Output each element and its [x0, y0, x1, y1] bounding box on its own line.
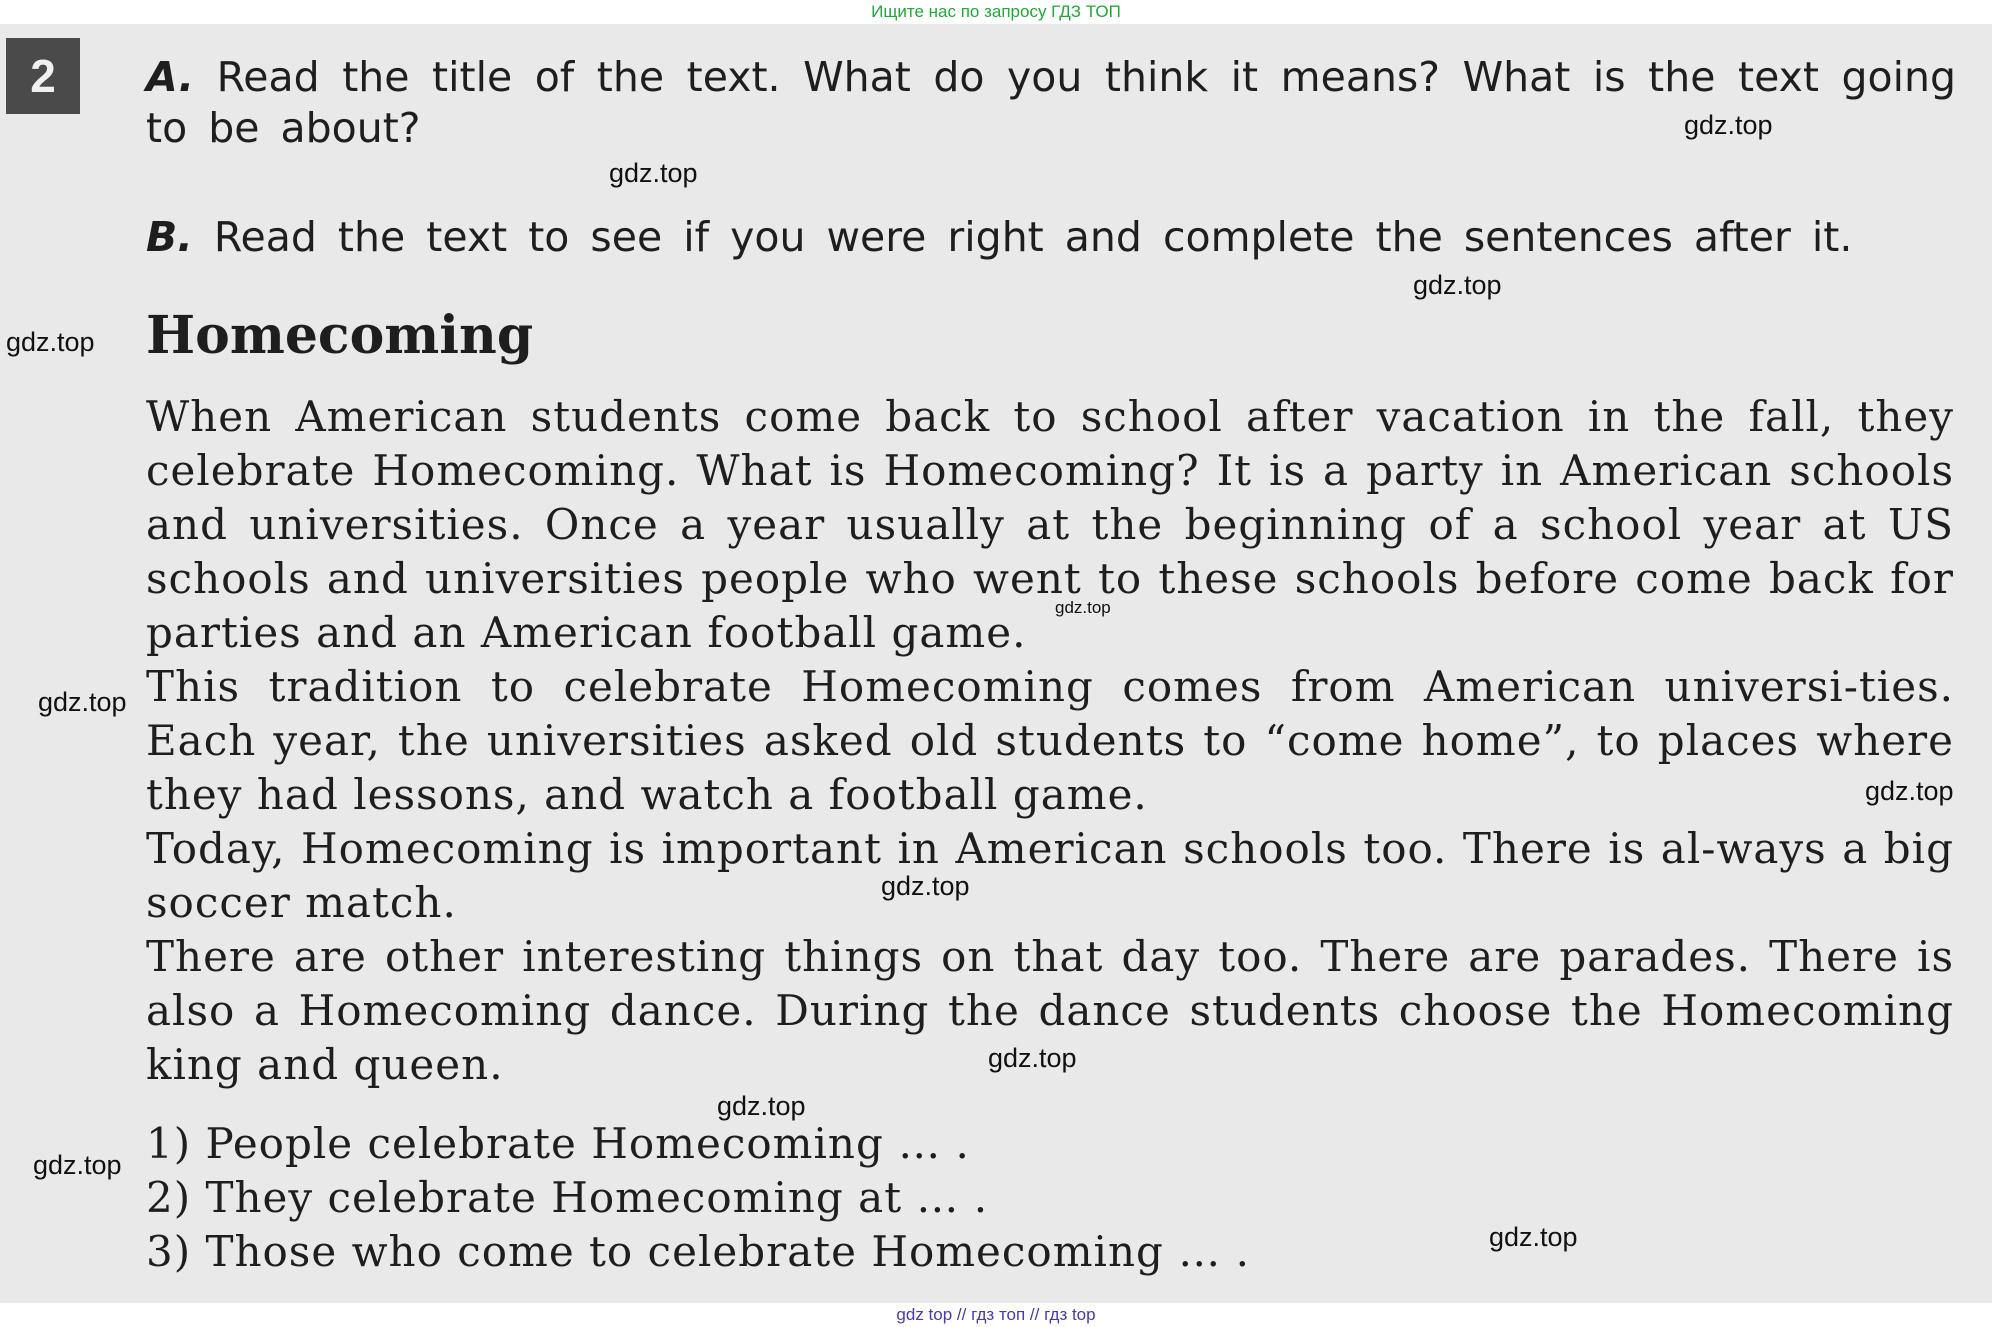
- watermark: gdz.top: [1413, 270, 1502, 300]
- task-a-letter: A.: [146, 53, 195, 101]
- top-banner[interactable]: Ищите нас по запросу ГДЗ ТОП: [0, 0, 1992, 24]
- watermark: gdz.top: [6, 327, 95, 357]
- exercise-number: 2: [6, 38, 80, 114]
- task-b-text: Read the text to see if you were right and complete the sentences after it.: [213, 213, 1853, 261]
- watermark: gdz.top: [1489, 1222, 1578, 1252]
- paragraph: Today, Homecoming is important in American schools too. There is al-ways a big soccer match.: [146, 824, 1954, 927]
- paragraph: This tradition to celebrate Homecoming comes from American universi-ties. Each year, the universities asked old students to “come home”, to places where they had lessons, and watch a football game.: [146, 662, 1954, 819]
- paragraph: When American students come back to school after vacation in the fall, they celebrate Homecoming. What is Homecoming? It is a party in American schools and universities. Once a year usually at the beginning of a school year at US schools and universities people who went to these schools before come back for parties and an American football game.: [146, 392, 1954, 657]
- sentence-list: [146, 1117, 1546, 1279]
- sentence-item: 3) Those who come to celebrate Homecoming … .: [146, 1227, 1250, 1276]
- task-a-text: Read the title of the text. What do you think it means? What is the text going to be about?: [146, 53, 1956, 152]
- reading-text: [146, 390, 1954, 1092]
- watermark: gdz.top: [1865, 776, 1954, 806]
- watermark: gdz.top: [609, 158, 698, 188]
- paragraph: There are other interesting things on that day too. There are parades. There is also a Homecoming dance. During the dance students choose the Homecoming king and queen.: [146, 932, 1954, 1089]
- bottom-banner[interactable]: gdz top // гдз топ // гдз top: [0, 1303, 1992, 1327]
- watermark: gdz.top: [1684, 110, 1773, 140]
- watermark: gdz.top: [1055, 598, 1111, 617]
- watermark: gdz.top: [33, 1150, 122, 1180]
- task-b: [146, 212, 1956, 263]
- watermark: gdz.top: [881, 871, 970, 901]
- sentence-item: 2) They celebrate Homecoming at … .: [146, 1173, 989, 1222]
- watermark: gdz.top: [717, 1091, 806, 1121]
- watermark: gdz.top: [38, 687, 127, 717]
- task-b-letter: B.: [146, 213, 193, 261]
- watermark: gdz.top: [988, 1043, 1077, 1073]
- sentence-item: 1) People celebrate Homecoming … .: [146, 1119, 970, 1168]
- text-title: Homecoming: [146, 305, 534, 366]
